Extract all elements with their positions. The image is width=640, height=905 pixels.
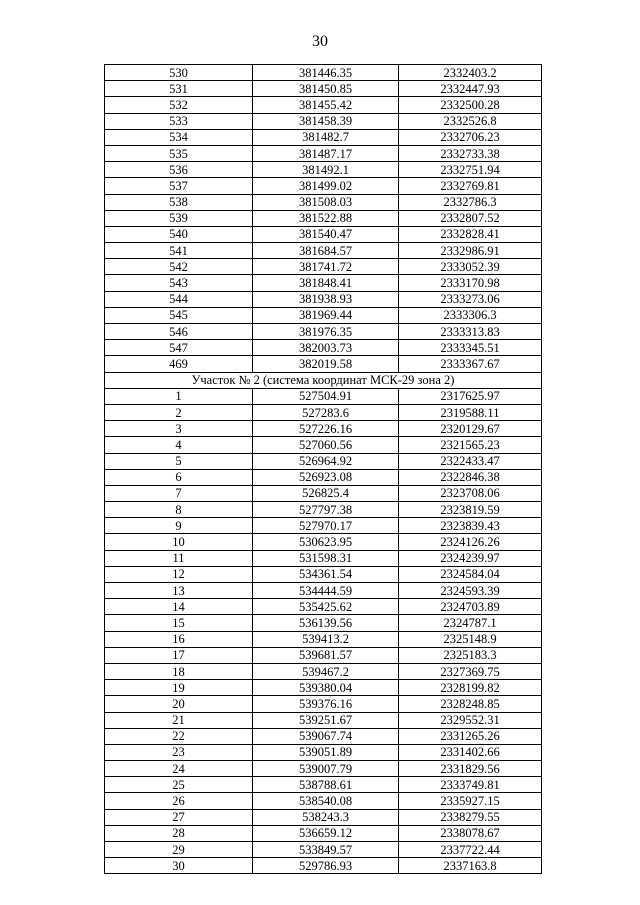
table-row [105, 712, 542, 728]
table-row [105, 453, 542, 469]
point-number-cell: 26 [105, 793, 253, 809]
table-row [105, 437, 542, 453]
point-number-cell: 24 [105, 761, 253, 777]
table-row [105, 858, 542, 874]
point-number-cell: 4 [105, 437, 253, 453]
x-coordinate-cell: 526964.92 [253, 453, 399, 469]
table-part-2 [105, 388, 542, 874]
point-number-cell: 10 [105, 534, 253, 550]
point-number-cell: 18 [105, 663, 253, 679]
table-row [105, 388, 542, 404]
x-coordinate-cell: 539251.67 [253, 712, 399, 728]
y-coordinate-cell: 2333273.06 [399, 291, 542, 307]
point-number-cell: 530 [105, 65, 253, 81]
x-coordinate-cell: 527060.56 [253, 437, 399, 453]
point-number-cell: 5 [105, 453, 253, 469]
point-number-cell: 16 [105, 631, 253, 647]
x-coordinate-cell: 381684.57 [253, 243, 399, 259]
point-number-cell: 25 [105, 777, 253, 793]
table-row [105, 728, 542, 744]
point-number-cell: 3 [105, 421, 253, 437]
point-number-cell: 15 [105, 615, 253, 631]
x-coordinate-cell: 539380.04 [253, 680, 399, 696]
point-number-cell: 546 [105, 324, 253, 340]
x-coordinate-cell: 381976.35 [253, 324, 399, 340]
x-coordinate-cell: 539051.89 [253, 744, 399, 760]
point-number-cell: 542 [105, 259, 253, 275]
table-row [105, 809, 542, 825]
page-number: 30 [312, 33, 328, 50]
point-number-cell: 531 [105, 81, 253, 97]
y-coordinate-cell: 2335927.15 [399, 793, 542, 809]
table-row [105, 534, 542, 550]
point-number-cell: 535 [105, 145, 253, 161]
x-coordinate-cell: 381508.03 [253, 194, 399, 210]
y-coordinate-cell: 2332447.93 [399, 81, 542, 97]
point-number-cell: 12 [105, 566, 253, 582]
y-coordinate-cell: 2332526.8 [399, 113, 542, 129]
x-coordinate-cell: 381487.17 [253, 145, 399, 161]
section-header-row [105, 372, 542, 388]
table-row [105, 129, 542, 145]
x-coordinate-cell: 381540.47 [253, 226, 399, 242]
point-number-cell: 469 [105, 356, 253, 372]
table-row [105, 615, 542, 631]
point-number-cell: 9 [105, 518, 253, 534]
y-coordinate-cell: 2333052.39 [399, 259, 542, 275]
y-coordinate-cell: 2325183.3 [399, 647, 542, 663]
y-coordinate-cell: 2331265.26 [399, 728, 542, 744]
table-row [105, 485, 542, 501]
y-coordinate-cell: 2332986.91 [399, 243, 542, 259]
point-number-cell: 27 [105, 809, 253, 825]
y-coordinate-cell: 2323839.43 [399, 518, 542, 534]
point-number-cell: 22 [105, 728, 253, 744]
x-coordinate-cell: 538788.61 [253, 777, 399, 793]
point-number-cell: 8 [105, 502, 253, 518]
x-coordinate-cell: 539681.57 [253, 647, 399, 663]
table-row [105, 663, 542, 679]
table-row [105, 469, 542, 485]
point-number-cell: 20 [105, 696, 253, 712]
point-number-cell: 539 [105, 210, 253, 226]
table-row [105, 210, 542, 226]
point-number-cell: 2 [105, 404, 253, 420]
point-number-cell: 544 [105, 291, 253, 307]
y-coordinate-cell: 2338078.67 [399, 825, 542, 841]
coordinates-table [104, 64, 542, 874]
table-row [105, 550, 542, 566]
y-coordinate-cell: 2332786.3 [399, 194, 542, 210]
point-number-cell: 541 [105, 243, 253, 259]
table-row [105, 842, 542, 858]
x-coordinate-cell: 381969.44 [253, 307, 399, 323]
x-coordinate-cell: 381446.35 [253, 65, 399, 81]
y-coordinate-cell: 2323819.59 [399, 502, 542, 518]
x-coordinate-cell: 526825.4 [253, 485, 399, 501]
x-coordinate-cell: 529786.93 [253, 858, 399, 874]
point-number-cell: 540 [105, 226, 253, 242]
y-coordinate-cell: 2329552.31 [399, 712, 542, 728]
section-header-group [105, 372, 542, 388]
y-coordinate-cell: 2323708.06 [399, 485, 542, 501]
x-coordinate-cell: 527226.16 [253, 421, 399, 437]
y-coordinate-cell: 2324584.04 [399, 566, 542, 582]
y-coordinate-cell: 2322846.38 [399, 469, 542, 485]
table-row [105, 194, 542, 210]
y-coordinate-cell: 2319588.11 [399, 404, 542, 420]
x-coordinate-cell: 381450.85 [253, 81, 399, 97]
table-row [105, 421, 542, 437]
y-coordinate-cell: 2332500.28 [399, 97, 542, 113]
y-coordinate-cell: 2325148.9 [399, 631, 542, 647]
table-row [105, 599, 542, 615]
x-coordinate-cell: 534444.59 [253, 583, 399, 599]
x-coordinate-cell: 526923.08 [253, 469, 399, 485]
x-coordinate-cell: 536659.12 [253, 825, 399, 841]
y-coordinate-cell: 2322433.47 [399, 453, 542, 469]
x-coordinate-cell: 534361.54 [253, 566, 399, 582]
table-row [105, 583, 542, 599]
point-number-cell: 537 [105, 178, 253, 194]
point-number-cell: 7 [105, 485, 253, 501]
y-coordinate-cell: 2324126.26 [399, 534, 542, 550]
point-number-cell: 19 [105, 680, 253, 696]
table-row [105, 761, 542, 777]
y-coordinate-cell: 2332733.38 [399, 145, 542, 161]
table-row [105, 631, 542, 647]
y-coordinate-cell: 2324239.97 [399, 550, 542, 566]
table-row [105, 259, 542, 275]
y-coordinate-cell: 2332769.81 [399, 178, 542, 194]
table-row [105, 324, 542, 340]
x-coordinate-cell: 527797.38 [253, 502, 399, 518]
y-coordinate-cell: 2331829.56 [399, 761, 542, 777]
point-number-cell: 6 [105, 469, 253, 485]
point-number-cell: 29 [105, 842, 253, 858]
point-number-cell: 536 [105, 162, 253, 178]
point-number-cell: 1 [105, 388, 253, 404]
point-number-cell: 538 [105, 194, 253, 210]
point-number-cell: 543 [105, 275, 253, 291]
x-coordinate-cell: 536139.56 [253, 615, 399, 631]
table-row [105, 744, 542, 760]
table-row [105, 502, 542, 518]
table-row [105, 404, 542, 420]
point-number-cell: 21 [105, 712, 253, 728]
point-number-cell: 547 [105, 340, 253, 356]
table-row [105, 777, 542, 793]
x-coordinate-cell: 381492.1 [253, 162, 399, 178]
y-coordinate-cell: 2333306.3 [399, 307, 542, 323]
y-coordinate-cell: 2321565.23 [399, 437, 542, 453]
y-coordinate-cell: 2333313.83 [399, 324, 542, 340]
x-coordinate-cell: 381741.72 [253, 259, 399, 275]
table-row [105, 81, 542, 97]
x-coordinate-cell: 527504.91 [253, 388, 399, 404]
y-coordinate-cell: 2317625.97 [399, 388, 542, 404]
x-coordinate-cell: 539067.74 [253, 728, 399, 744]
point-number-cell: 17 [105, 647, 253, 663]
table-row [105, 356, 542, 372]
x-coordinate-cell: 527283.6 [253, 404, 399, 420]
point-number-cell: 28 [105, 825, 253, 841]
y-coordinate-cell: 2332706.23 [399, 129, 542, 145]
table-row [105, 275, 542, 291]
x-coordinate-cell: 530623.95 [253, 534, 399, 550]
y-coordinate-cell: 2333170.98 [399, 275, 542, 291]
table-row [105, 243, 542, 259]
x-coordinate-cell: 539376.16 [253, 696, 399, 712]
y-coordinate-cell: 2331402.66 [399, 744, 542, 760]
x-coordinate-cell: 538540.08 [253, 793, 399, 809]
table-row [105, 518, 542, 534]
y-coordinate-cell: 2328199.82 [399, 680, 542, 696]
point-number-cell: 545 [105, 307, 253, 323]
x-coordinate-cell: 382003.73 [253, 340, 399, 356]
y-coordinate-cell: 2324703.89 [399, 599, 542, 615]
x-coordinate-cell: 527970.17 [253, 518, 399, 534]
x-coordinate-cell: 381848.41 [253, 275, 399, 291]
x-coordinate-cell: 531598.31 [253, 550, 399, 566]
y-coordinate-cell: 2324593.39 [399, 583, 542, 599]
x-coordinate-cell: 533849.57 [253, 842, 399, 858]
x-coordinate-cell: 381522.88 [253, 210, 399, 226]
table-row [105, 307, 542, 323]
y-coordinate-cell: 2333345.51 [399, 340, 542, 356]
table-row [105, 566, 542, 582]
table-row [105, 113, 542, 129]
y-coordinate-cell: 2333367.67 [399, 356, 542, 372]
y-coordinate-cell: 2338279.55 [399, 809, 542, 825]
table-row [105, 226, 542, 242]
x-coordinate-cell: 381458.39 [253, 113, 399, 129]
y-coordinate-cell: 2333749.81 [399, 777, 542, 793]
point-number-cell: 11 [105, 550, 253, 566]
table-part-1 [105, 65, 542, 373]
x-coordinate-cell: 539413.2 [253, 631, 399, 647]
x-coordinate-cell: 539007.79 [253, 761, 399, 777]
x-coordinate-cell: 381499.02 [253, 178, 399, 194]
table-row [105, 825, 542, 841]
y-coordinate-cell: 2324787.1 [399, 615, 542, 631]
table-row [105, 680, 542, 696]
table-row [105, 647, 542, 663]
y-coordinate-cell: 2337163.8 [399, 858, 542, 874]
point-number-cell: 23 [105, 744, 253, 760]
x-coordinate-cell: 381455.42 [253, 97, 399, 113]
point-number-cell: 534 [105, 129, 253, 145]
y-coordinate-cell: 2332403.2 [399, 65, 542, 81]
table-row [105, 97, 542, 113]
table-row [105, 793, 542, 809]
table-row [105, 291, 542, 307]
x-coordinate-cell: 538243.3 [253, 809, 399, 825]
x-coordinate-cell: 539467.2 [253, 663, 399, 679]
x-coordinate-cell: 535425.62 [253, 599, 399, 615]
section-title: Участок № 2 (система координат МСК-29 зона 2) [105, 372, 542, 388]
y-coordinate-cell: 2328248.85 [399, 696, 542, 712]
table-row [105, 162, 542, 178]
table-row [105, 340, 542, 356]
x-coordinate-cell: 382019.58 [253, 356, 399, 372]
y-coordinate-cell: 2327369.75 [399, 663, 542, 679]
table-row [105, 696, 542, 712]
x-coordinate-cell: 381482.7 [253, 129, 399, 145]
table-row [105, 178, 542, 194]
y-coordinate-cell: 2320129.67 [399, 421, 542, 437]
y-coordinate-cell: 2332807.52 [399, 210, 542, 226]
y-coordinate-cell: 2332828.41 [399, 226, 542, 242]
point-number-cell: 533 [105, 113, 253, 129]
y-coordinate-cell: 2332751.94 [399, 162, 542, 178]
point-number-cell: 532 [105, 97, 253, 113]
x-coordinate-cell: 381938.93 [253, 291, 399, 307]
table-row [105, 145, 542, 161]
table-row [105, 65, 542, 81]
point-number-cell: 14 [105, 599, 253, 615]
point-number-cell: 13 [105, 583, 253, 599]
y-coordinate-cell: 2337722.44 [399, 842, 542, 858]
point-number-cell: 30 [105, 858, 253, 874]
